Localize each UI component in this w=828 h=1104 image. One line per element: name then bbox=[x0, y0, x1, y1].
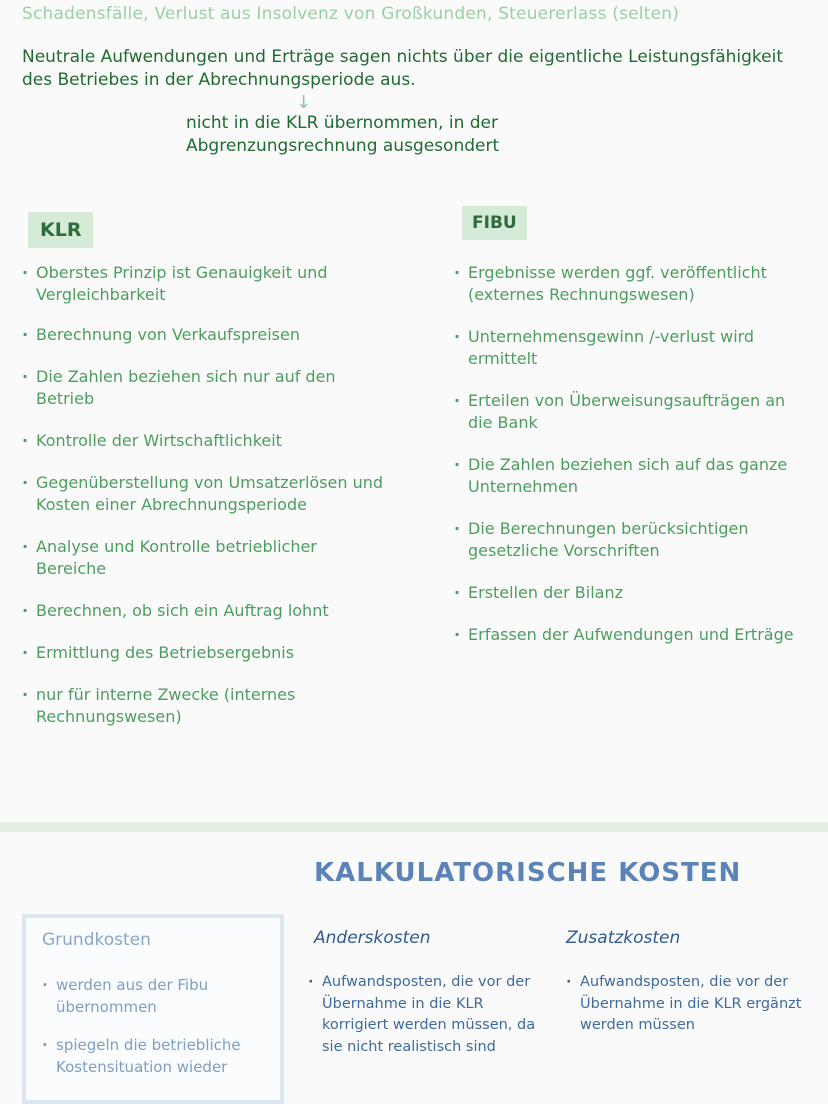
grundkosten-title: Grundkosten bbox=[42, 930, 151, 950]
section-divider bbox=[0, 822, 828, 832]
fibu-item: · Die Berechnungen berücksichtigen gesetzliche Vorschriften bbox=[454, 518, 814, 562]
klr-item: · Ermittlung des Betriebsergebnis bbox=[22, 642, 392, 664]
consequence-text bbox=[186, 112, 499, 158]
klr-item: · Analyse und Kontrolle betrieblicher Bereiche bbox=[22, 536, 392, 580]
klr-item: · Gegenüberstellung von Umsatzerlösen und Kosten einer Abrechnungsperiode bbox=[22, 472, 392, 516]
kalkulatorische-kosten-title: KALKULATORISCHE KOSTEN bbox=[314, 858, 742, 888]
anderskosten-item: · Aufwandsposten, die vor der Übernahme in die KLR korrigiert werden müssen, da sie nicht realistisch sind bbox=[308, 972, 548, 1058]
klr-item: · Oberstes Prinzip ist Genauigkeit und Vergleichbarkeit bbox=[22, 262, 392, 306]
consequence-line-1: nicht in die KLR übernommen, in der bbox=[186, 113, 498, 133]
grundkosten-item: · werden aus der Fibu übernommen bbox=[42, 974, 278, 1018]
fibu-item: · Erteilen von Überweisungsaufträgen an die Bank bbox=[454, 390, 814, 434]
zusatzkosten-title: Zusatzkosten bbox=[566, 928, 681, 948]
fibu-item: · Erstellen der Bilanz bbox=[454, 582, 814, 604]
klr-list bbox=[22, 262, 392, 728]
klr-item: · Kontrolle der Wirtschaftlichkeit bbox=[22, 430, 392, 452]
klr-heading: KLR bbox=[28, 212, 93, 248]
fibu-item: · Unternehmensgewinn /-verlust wird ermittelt bbox=[454, 326, 814, 370]
consequence-line-2: Abgrenzungsrechnung ausgesondert bbox=[186, 136, 500, 156]
fibu-heading: FIBU bbox=[462, 206, 527, 240]
neutral-statement: Neutrale Aufwendungen und Erträge sagen nichts über die eigentliche Leistungsfähigkeit des Betriebes in der Abrechnungsperiode aus. bbox=[22, 47, 783, 90]
fibu-list bbox=[454, 262, 814, 646]
examples-line: Schadensfälle, Verlust aus Insolvenz von Großkunden, Steuererlass (selten) bbox=[22, 4, 680, 24]
anderskosten-title: Anderskosten bbox=[314, 928, 431, 948]
klr-item: · Die Zahlen beziehen sich nur auf den Betrieb bbox=[22, 366, 392, 410]
down-arrow-icon: ↓ bbox=[296, 92, 312, 113]
fibu-item: · Ergebnisse werden ggf. veröffentlicht (externes Rechnungswesen) bbox=[454, 262, 814, 306]
fibu-item: · Erfassen der Aufwendungen und Erträge bbox=[454, 624, 814, 646]
grundkosten-list bbox=[42, 974, 278, 1078]
klr-item: · Berechnen, ob sich ein Auftrag lohnt bbox=[22, 600, 392, 622]
grundkosten-item: · spiegeln die betriebliche Kostensituation wieder bbox=[42, 1034, 278, 1078]
zusatzkosten-list bbox=[566, 972, 806, 1037]
anderskosten-list bbox=[308, 972, 548, 1058]
klr-item: · nur für interne Zwecke (internes Rechnungswesen) bbox=[22, 684, 392, 728]
zusatzkosten-item: · Aufwandsposten, die vor der Übernahme in die KLR ergänzt werden müssen bbox=[566, 972, 806, 1037]
klr-item: · Berechnung von Verkaufspreisen bbox=[22, 324, 392, 346]
fibu-item: · Die Zahlen beziehen sich auf das ganze Unternehmen bbox=[454, 454, 814, 498]
